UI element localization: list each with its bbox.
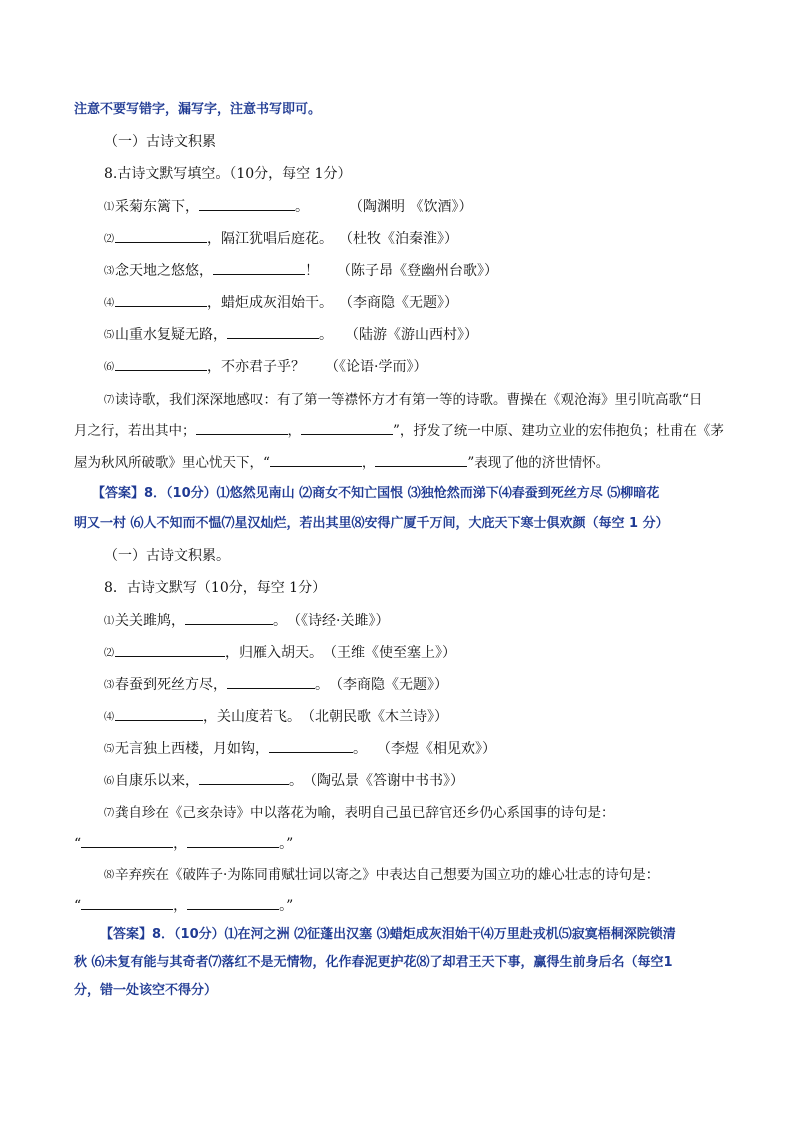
s2-item-3 — [104, 674, 448, 696]
item-text: 龚自珍在《己亥杂诗》中以落花为喻，表明自己虽已辞官还乡仍心系国事的诗句是： — [115, 805, 615, 821]
item-source: （《诗经·关雎》） — [287, 613, 390, 629]
item-number: ⑺ — [104, 395, 114, 406]
answer-blank — [115, 292, 207, 307]
intro-note: 注意不要写错字，漏写字，注意书写即可。 — [74, 102, 322, 117]
item-source: （北朝民歌《木兰诗》） — [301, 709, 448, 725]
quote-mark: 。” — [279, 898, 294, 914]
item-text: 。 — [273, 613, 287, 629]
s2-answer-line3: 分，错一处该空不得分） — [74, 983, 218, 998]
answer-blank — [227, 324, 319, 339]
item-source: （陶渊明 《饮酒》） — [349, 199, 473, 215]
item-text: 无言独上西楼，月如钩， — [115, 741, 269, 757]
item-number: ⑺ — [104, 808, 114, 819]
s2-answer-line1: 【答案】8．（10分）⑴在河之洲 ⑵征蓬出汉塞 ⑶蜡炬成灰泪始干⑷万里赴戎机⑸寂寞梧桐深院锁清 — [100, 927, 676, 942]
item-text: 采菊东篱下， — [115, 199, 199, 215]
item-number: ⑵ — [104, 648, 114, 659]
quote-mark: “ — [74, 836, 82, 852]
s2-item-1 — [104, 610, 389, 632]
item-text: 读诗歌，我们深深地感叹：有了第一等襟怀方才有第一等的诗歌。曹操在《观沧海》里引吭高歌“日 — [115, 392, 703, 408]
answer-blank — [196, 420, 288, 435]
item-number: ⑸ — [104, 330, 114, 341]
item-text: ， — [173, 836, 188, 852]
s1-item-7-line3 — [74, 452, 609, 473]
s2-item-7-line2 — [74, 833, 293, 854]
s2-answer-line2: 秋 ⑹未复有能与其奇者⑺落红不是无情物，化作春泥更护花⑻了却君王天下事，赢得生前身后名（每空1 — [74, 955, 673, 970]
answer-blank — [81, 895, 173, 910]
item-text: 。 — [319, 327, 333, 343]
item-text: ”表现了他的济世情怀。 — [467, 455, 610, 471]
item-text: ，归雁入胡天。 — [225, 645, 323, 661]
section1-question: 8.古诗文默写填空。（10分，每空 1分） — [104, 166, 352, 182]
item-source: （李商隐《无题》） — [329, 677, 448, 693]
answer-blank — [269, 738, 353, 753]
item-text: 自康乐以来， — [115, 773, 199, 789]
item-text: 。 — [353, 741, 367, 757]
answer-blank — [375, 452, 467, 467]
answer-blank — [115, 228, 207, 243]
quote-mark: 。” — [279, 836, 294, 852]
item-number: ⑹ — [104, 776, 114, 787]
s2-item-2 — [104, 642, 456, 664]
answer-blank — [227, 674, 315, 689]
s1-item-7-line2 — [74, 420, 724, 441]
s1-item-1 — [104, 196, 472, 218]
s2-item-8-line1 — [104, 865, 659, 886]
s1-answer-line1: 【答案】8．（10分）⑴悠然见南山 ⑵商女不知亡国恨 ⑶独怆然而涕下⑷春蚕到死丝方尽 ⑸柳暗花 — [92, 486, 660, 501]
answer-blank — [187, 833, 279, 848]
item-text: ，隔江犹唱后庭花。 — [207, 231, 333, 247]
item-number: ⑷ — [104, 712, 114, 723]
item-text: 春蚕到死丝方尽， — [115, 677, 227, 693]
item-text: 月之行，若出其中； — [74, 423, 196, 439]
item-source: （陶弘景《答谢中书书》） — [303, 773, 464, 789]
item-number: ⑸ — [104, 744, 114, 755]
item-source: （王维《使至塞上》） — [323, 645, 456, 661]
answer-blank — [199, 196, 295, 211]
s2-item-8-line2 — [74, 895, 293, 916]
answer-blank — [115, 706, 203, 721]
answer-blank — [185, 610, 273, 625]
item-text: 屋为秋风所破歌》里心忧天下，“ — [74, 455, 270, 471]
item-source: （杜牧《泊秦淮》） — [339, 231, 458, 247]
answer-blank — [301, 420, 393, 435]
item-text: 。 — [289, 773, 303, 789]
section1-heading: （一）古诗文积累 — [104, 134, 216, 150]
s1-item-5 — [104, 324, 478, 346]
item-number: ⑶ — [104, 266, 114, 277]
s2-item-4 — [104, 706, 448, 728]
s1-item-2 — [104, 228, 458, 250]
s2-item-5 — [104, 738, 496, 760]
s1-item-7-line1 — [104, 390, 702, 411]
item-number: ⑻ — [104, 870, 114, 881]
item-text: 关关雎鸠， — [115, 613, 185, 629]
item-text: ，蜡炬成灰泪始干。 — [207, 295, 333, 311]
item-text: 念天地之悠悠， — [115, 263, 213, 279]
s1-answer-line2: 明又一村 ⑹人不知而不愠⑺星汉灿烂，若出其里⑻安得广厦千万间，大庇天下寒士俱欢颜（每空 1 分） — [74, 516, 669, 531]
s2-item-7-line1 — [104, 803, 615, 824]
item-text: ，关山度若飞。 — [203, 709, 301, 725]
item-text: 山重水复疑无路， — [115, 327, 227, 343]
item-text: 。 — [295, 199, 309, 215]
item-text: ， — [173, 898, 188, 914]
item-number: ⑵ — [104, 234, 114, 245]
item-source: （李煜《相见欢》） — [377, 741, 496, 757]
item-source: （陈子昂《登幽州台歌》） — [337, 263, 498, 279]
section2-heading: （一）古诗文积累。 — [104, 548, 230, 564]
item-source: （《论语·学而》） — [325, 359, 428, 375]
item-number: ⑴ — [104, 616, 114, 627]
item-number: ⑹ — [104, 362, 114, 373]
item-text: 。 — [315, 677, 329, 693]
item-number: ⑷ — [104, 298, 114, 309]
s1-item-6 — [104, 356, 427, 378]
section2-question: 8．古诗文默写（10分，每空 1分） — [104, 580, 327, 596]
item-number: ⑶ — [104, 680, 114, 691]
item-text: ”，抒发了统一中原、建功立业的宏伟抱负；杜甫在《茅 — [393, 423, 724, 439]
item-text: ，不亦君子乎？ — [207, 359, 305, 375]
s1-item-4 — [104, 292, 458, 314]
item-source: （李商隐《无题》） — [339, 295, 458, 311]
s2-item-6 — [104, 770, 464, 792]
answer-blank — [213, 260, 305, 275]
answer-blank — [81, 833, 173, 848]
answer-blank — [115, 642, 225, 657]
item-text: ！ — [305, 263, 319, 279]
s1-item-3 — [104, 260, 498, 282]
answer-blank — [187, 895, 279, 910]
item-source: （陆游《游山西村》） — [345, 327, 478, 343]
item-text: ， — [287, 423, 301, 439]
quote-mark: “ — [74, 898, 82, 914]
item-text: ， — [361, 455, 376, 471]
answer-blank — [270, 452, 362, 467]
item-text: 辛弃疾在《破阵子·为陈同甫赋壮词以寄之》中表达自己想要为国立功的雄心壮志的诗句是： — [115, 867, 660, 883]
answer-blank — [115, 356, 207, 371]
item-number: ⑴ — [104, 202, 114, 213]
answer-blank — [199, 770, 289, 785]
